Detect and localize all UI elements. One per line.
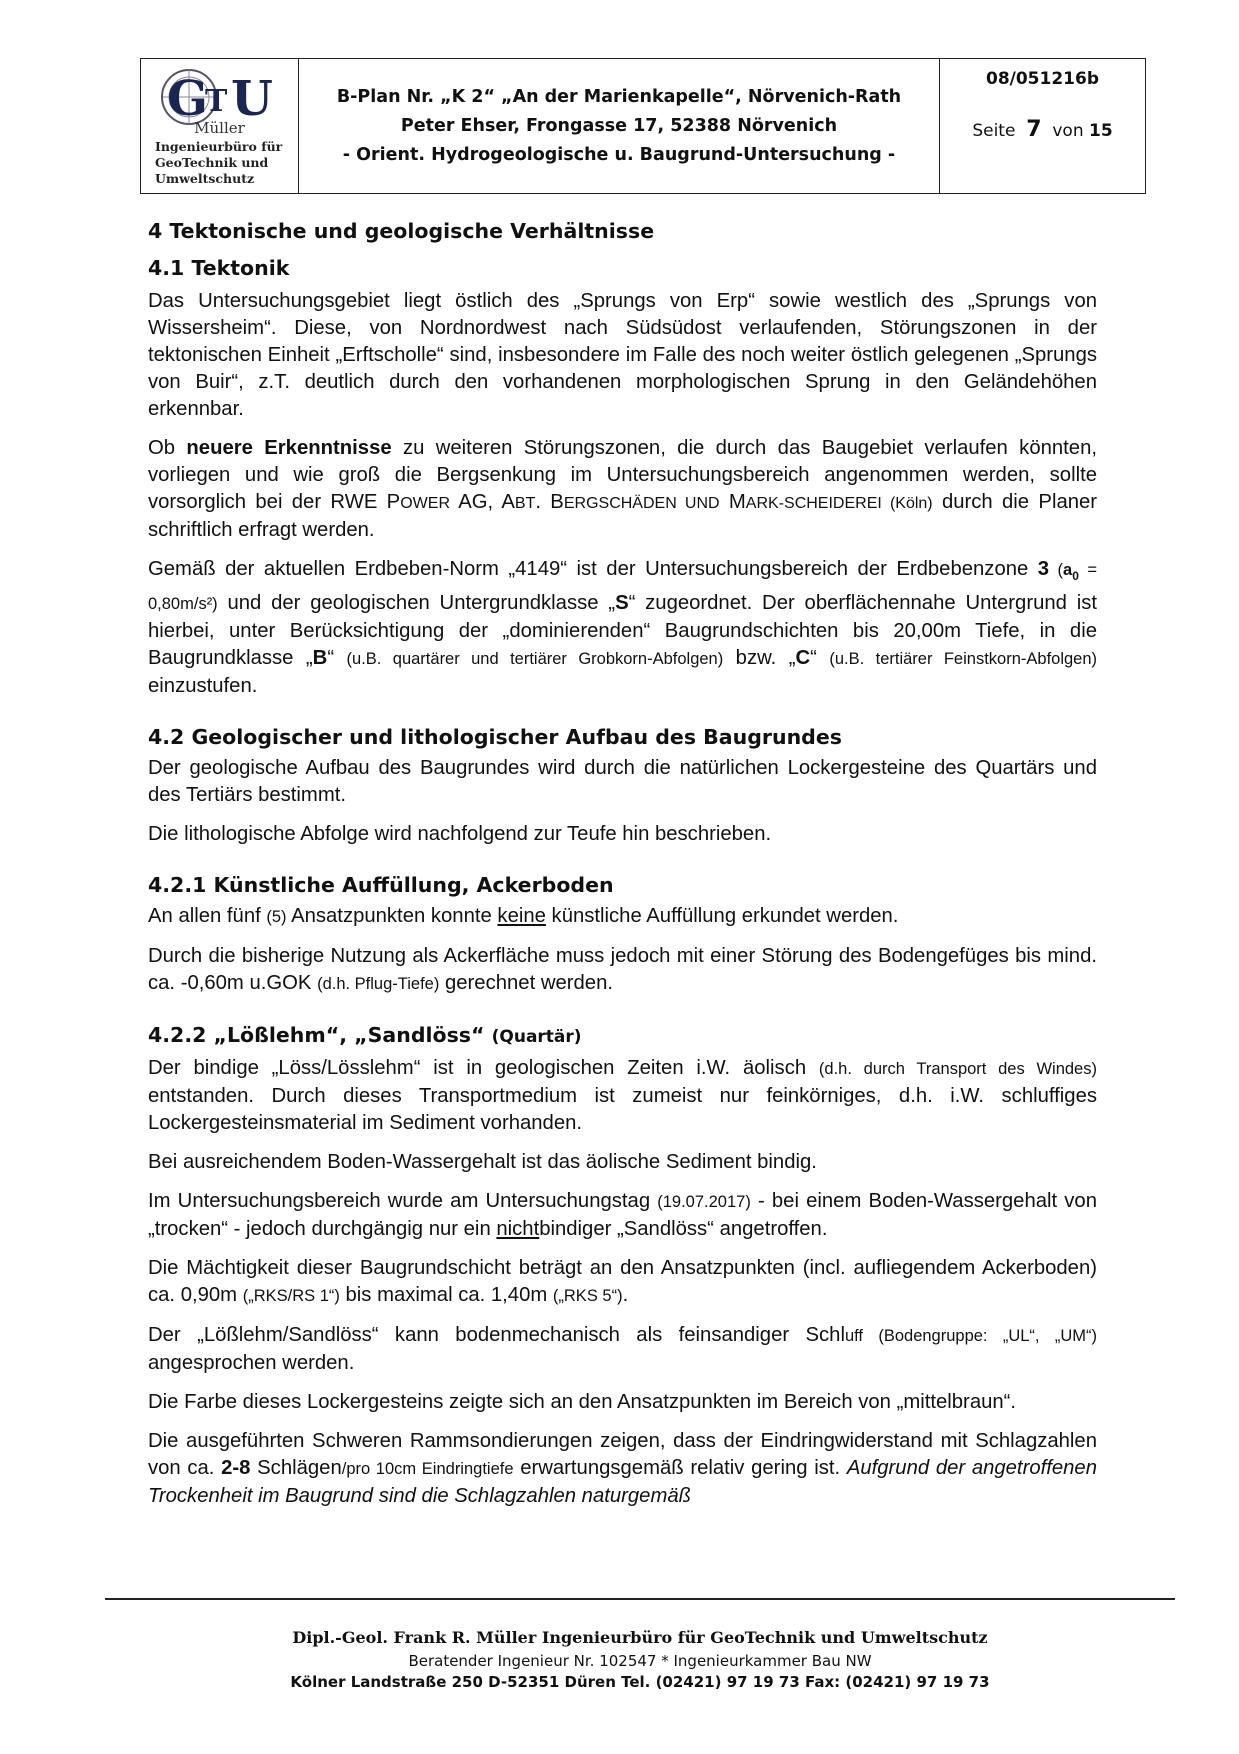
section-heading-4-2-1: 4.2.1 Künstliche Auffüllung, Ackerboden <box>148 873 614 898</box>
footer-registration: Beratender Ingenieur Nr. 102547 * Ingenieurkammer Bau NW <box>408 1652 872 1670</box>
footer-address: Kölner Landstraße 250 D-52351 Düren Tel. (02421) 97 19 73 Fax: (02421) 97 19 73 <box>290 1673 990 1691</box>
logo-name: Müller <box>194 119 245 137</box>
section-heading-4: 4 Tektonische und geologische Verhältnisse <box>148 219 655 243</box>
logo-subtitle <box>155 139 282 187</box>
section-heading-4-2-2: 4.2.2 „Lößlehm“, „Sandlöss“ (Quartär) <box>148 1023 582 1048</box>
document-body <box>148 218 1097 1510</box>
svg-text:T: T <box>205 84 228 119</box>
section-heading-4-2: 4.2 Geologischer und lithologischer Aufbau des Baugrundes <box>148 725 842 750</box>
header-page-info <box>940 59 1145 193</box>
paragraph-bindig: Bei ausreichendem Boden-Wassergehalt ist das äolische Sediment bindig. <box>148 1151 817 1174</box>
paragraph-erdbeben: Gemäß der aktuellen Erdbeben-Norm „4149“ ist der Untersuchungsbereich der Erdbebenzone 3 $(a_0 = 0,80m/s^2)$ und der geologischen Untergrundklasse „S“ zugeordnet. Der oberflächennahe Untergrund ist hierbei, unter Berücksichtigung der „dominierenden“ Baugrundschichten bis 20,00m Tiefe, in die Baugrundklasse „B“ (u.B. quartärer und tertiärer Grobkorn-Abfolgen) bzw. „C“ (u.B. tertiärer Feinstkorn-Abfolgen) einzustufen. <box>148 558 1098 698</box>
paragraph-erkenntnisse: Ob neuere Erkenntnisse zu weiteren Störungszonen, die durch das Baugebiet verlaufen könnten, vorliegen und wie groß die Bergsenkung im Untersuchungsbereich angenommen werden, sollte vorsorglich bei der RWE POWER AG, ABT. BERGSCHÄDEN UND MARK-SCHEIDEREI (Köln) durch die Planer schriftlich erfragt werden. <box>148 437 1098 541</box>
page-current: 7 <box>1026 117 1042 142</box>
logo-subtitle-line: Umweltschutz <box>155 171 255 186</box>
logo-subtitle-line: Ingenieurbüro für <box>155 139 283 154</box>
page-total: 15 <box>1089 121 1113 141</box>
paragraph-bodenmechanik: Der „Lößlehm/Sandlöss“ kann bodenmechanisch als feinsandiger Schluff (Bodengruppe: „UL“, „UM“) angesprochen werden. <box>148 1324 1097 1375</box>
footer-company: Dipl.-Geol. Frank R. Müller Ingenieurbüro für GeoTechnik und Umweltschutz <box>292 1628 988 1647</box>
page-of-label: von <box>1052 121 1084 141</box>
paragraph-farbe: Die Farbe dieses Lockergesteins zeigte sich an den Ansatzpunkten im Bereich von „mittelbraun“. <box>148 1391 1017 1414</box>
page-indicator <box>940 117 1145 142</box>
svg-text:G: G <box>167 71 208 125</box>
svg-text:U: U <box>231 71 273 125</box>
section-heading-4-1: 4.1 Tektonik <box>148 256 290 280</box>
document-number: 08/051216b <box>985 69 1099 89</box>
paragraph-abfolge: Die lithologische Abfolge wird nachfolgend zur Teufe hin beschrieben. <box>148 823 772 846</box>
paragraph-maechtigkeit: Die Mächtigkeit dieser Baugrundschicht beträgt an den Ansatzpunkten (incl. aufliegendem Ackerboden) ca. 0,90m („RKS/RS 1“) bis maximal ca. 1,40m („RKS 5“). <box>148 1257 1097 1307</box>
paragraph-aufbau: Der geologische Aufbau des Baugrundes wird durch die natürlichen Lockergesteine des Quartärs und des Tertiärs bestimmt. <box>148 757 1097 807</box>
paragraph-loess: Der bindige „Löss/Lösslehm“ ist in geologischen Zeiten i.W. äolisch (d.h. durch Transport des Windes) entstanden. Durch dieses Transportmedium ist zumeist nur feinkörniges, d.h. i.W. schluffiges Lockergesteinsmaterial im Sediment vorhanden. <box>148 1057 1097 1135</box>
logo-subtitle-line: GeoTechnik und <box>155 155 269 170</box>
footer-divider <box>105 1598 1175 1600</box>
paragraph-tektonik: Das Untersuchungsgebiet liegt östlich des „Sprungs von Erp“ sowie westlich des „Sprungs von Wissersheim“. Diese, von Nordnordwest nach Südsüdost verlaufenden, Störungszonen in der tektonischen Einheit „Erftscholle“ sind, insbesondere im Falle des noch weiter östlich gelegenen „Sprungs von Buir“, z.T. deutlich durch den vorhandenen morphologischen Sprung in den Geländehöhen erkennbar. <box>148 290 1097 420</box>
client-line: Peter Ehser, Frongasse 17, 52388 Nörvenich <box>400 116 838 136</box>
paragraph-ackerflaeche: Durch die bisherige Nutzung als Ackerfläche muss jedoch mit einer Störung des Bodengefüges bis mind. ca. -0,60m u.GOK (d.h. Pflug-Tiefe) gerechnet werden. <box>148 945 1097 995</box>
paragraph-auffuellung: An allen fünf (5) Ansatzpunkten konnte keine künstliche Auffüllung erkundet werden. <box>148 905 899 928</box>
page-header <box>140 58 1146 194</box>
gtu-logo-icon <box>153 65 287 125</box>
project-title: B-Plan Nr. „K 2“ „An der Marienkapelle“, Nörvenich-Rath <box>336 87 902 107</box>
company-logo <box>141 59 299 193</box>
paragraph-untersuchungstag: Im Untersuchungsbereich wurde am Untersuchungstag (19.07.2017) - bei einem Boden-Wassergehalt von „trocken“ - jedoch durchgängig nur ein nichtbindiger „Sandlöss“ angetroffen. <box>148 1190 1097 1241</box>
header-title <box>299 59 940 193</box>
page-label: Seite <box>972 121 1016 141</box>
report-type: - Orient. Hydrogeologische u. Baugrund-Untersuchung - <box>342 145 896 165</box>
paragraph-rammsondierung: Die ausgeführten Schweren Rammsondierungen zeigen, dass der Eindringwiderstand mit Schlagzahlen von ca. 2-8 Schlägen/pro 10cm Eindringtiefe erwartungsgemäß relativ gering ist. Aufgrund der angetroffenen Trockenheit im Baugrund sind die Schlagzahlen naturgemäß <box>148 1430 1097 1508</box>
